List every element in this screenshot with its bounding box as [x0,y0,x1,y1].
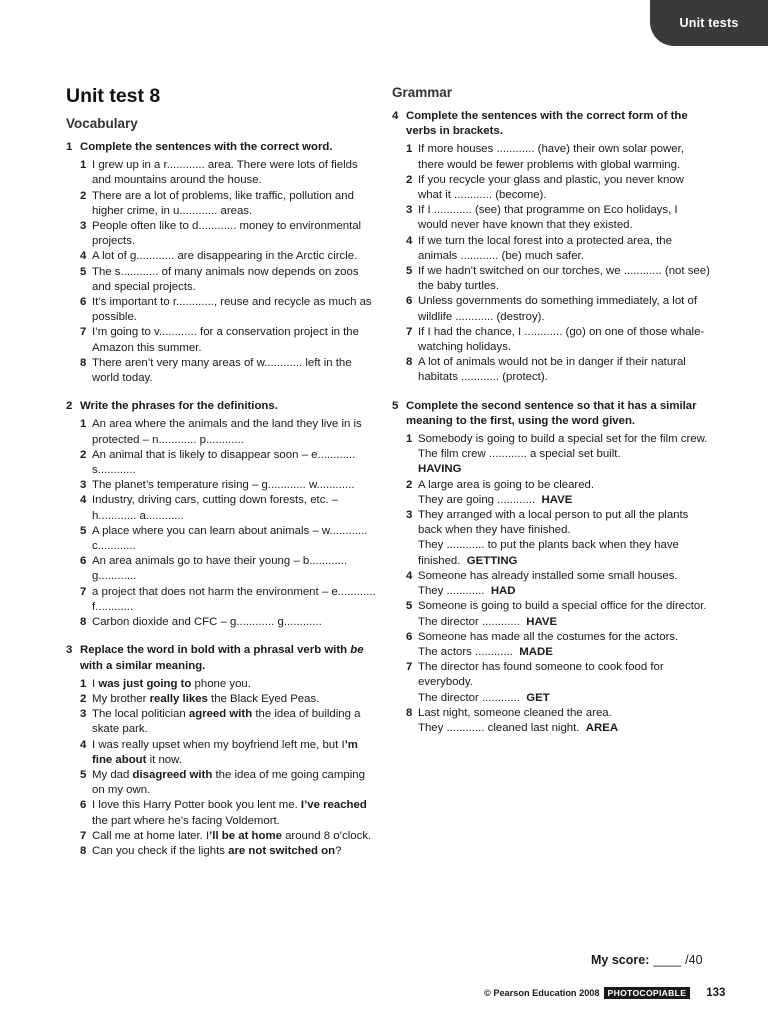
text-part: the idea of me going camping on my own. [92,768,365,797]
exercise-number: 3 [66,644,73,657]
list-item [80,844,378,859]
item-number: 6 [406,630,413,643]
list-item [80,677,378,692]
list-item [80,295,378,325]
item-number: 8 [80,844,87,857]
list-item [406,142,710,172]
list-item [80,325,378,355]
item-text [418,706,710,736]
exercise-4-items [392,142,710,385]
exercise-5-instruction [392,399,710,429]
exercise-number: 1 [66,141,73,153]
bold-phrase: ’ll be at home [209,829,282,842]
instruction-part: with a similar meaning. [80,659,206,672]
list-item [406,630,710,660]
item-number: 7 [80,585,87,598]
exercise-5 [392,399,710,736]
bold-phrase: agreed with [188,708,253,721]
page-footer [484,987,740,999]
list-item [80,219,378,249]
item-number: 2 [406,478,413,491]
list-item [406,508,710,569]
item-text: I grew up in a r............ area. There were lots of fields and mountains around the house. [92,159,358,187]
exercise-4 [392,109,710,386]
item-text: A lot of animals would not be in danger if their natural habitats ............ (protect). [418,356,686,384]
item-number: 8 [406,706,413,719]
item-number: 1 [80,677,87,690]
exercise-number: 2 [66,400,73,413]
key-word: GETTING [466,554,518,567]
item-number: 7 [80,326,87,339]
item-number: 4 [80,738,87,751]
item-number: 7 [406,325,413,338]
item-number: 1 [406,433,413,446]
list-item [406,432,710,478]
item-text: An area where the animals and the land they live in is protected – n............ p............ [92,418,362,446]
list-item [80,585,378,615]
text-part: around 8 o’clock. [281,829,372,842]
item-number: 7 [80,829,87,842]
exercise-1 [66,140,378,386]
item-text: There aren’t very many areas of w............ left in the world today. [92,356,352,385]
list-item [80,768,378,798]
item-text: If we hadn’t switched on our torches, we ............ (not see) the baby turtles. [418,265,710,293]
key-word: GET [526,691,550,704]
item-number: 4 [406,234,413,247]
text-part: I was really upset when my boyfriend left me, but I [92,738,345,751]
original-sentence: They arranged with a local person to put all the plants back when they have finished. [418,509,689,537]
text-part: My brother [92,692,150,705]
item-text [92,829,378,844]
unit-tests-tab: Unit tests [650,0,768,46]
list-item [80,189,378,219]
list-item [80,615,378,630]
item-number: 1 [80,418,87,431]
list-item [406,203,710,233]
exercise-5-items [392,432,710,736]
list-item [406,599,710,629]
item-number: 5 [406,265,413,278]
rewrite-line [418,691,710,706]
list-item [406,478,710,508]
list-item [80,417,378,447]
text-part: the Black Eyed Peas. [207,692,320,705]
item-text: An area animals go to have their young – b............ g............ [92,555,348,583]
exercise-number: 4 [392,110,399,122]
bold-phrase: was just going to [98,677,192,690]
page-number: 133 [706,987,726,999]
item-number: 1 [80,159,87,172]
item-text: Unless governments do something immediately, a lot of wildlife ............ (destroy). [418,295,697,323]
item-text [92,677,378,692]
rewrite-sentence: The film crew ............ a special set built. [418,448,621,461]
list-item [80,249,378,264]
list-item [406,173,710,203]
list-item [406,355,710,385]
item-text: I’m going to v............ for a conservation project in the Amazon this summer. [92,326,359,354]
item-number: 3 [406,509,413,522]
list-item [406,325,710,355]
list-item [80,356,378,386]
item-number: 5 [406,600,413,613]
text-part: My dad [92,768,133,781]
rewrite-line [418,645,710,660]
key-word: AREA [585,721,619,734]
list-item [80,738,378,768]
text-part: the idea of building a skate park. [92,708,361,736]
item-text [418,660,710,706]
item-number: 6 [80,799,87,812]
instruction-text: Write the phrases for the definitions. [80,400,278,413]
right-column [392,85,710,749]
item-number: 8 [80,356,87,369]
item-text [92,738,378,768]
list-item [406,264,710,294]
item-number: 6 [406,295,413,308]
item-text [92,844,378,859]
instruction-text: Complete the second sentence so that it has a similar meaning to the first, using the word given. [406,399,697,427]
item-text [418,599,710,629]
text-part: I [92,677,99,690]
bold-phrase: ’m fine about [92,738,358,766]
list-item [80,798,378,828]
list-item [80,524,378,554]
instruction-text: Complete the sentences with the correct form of the verbs in brackets. [406,110,688,138]
item-number: 5 [80,265,87,278]
item-text: People often like to d............ money to environmental projects. [92,220,362,248]
item-number: 7 [406,661,413,674]
item-number: 2 [406,173,413,186]
rewrite-sentence: The actors ............ [418,645,513,658]
instruction-part: Replace the word in bold with a phrasal verb with [80,644,351,657]
item-text [92,768,378,798]
item-number: 4 [80,494,87,507]
key-word: HAVE [541,493,573,506]
item-text: If you recycle your glass and plastic, you never know what it ............ (become). [418,173,684,202]
text-part: Call me at home later. I [92,829,210,842]
item-text: There are a lot of problems, like traffic, pollution and higher crime, in u............ areas. [92,189,354,217]
exercise-1-instruction [66,140,378,155]
item-number: 3 [80,220,87,233]
text-part: it now. [146,753,182,766]
exercise-3 [66,643,378,859]
item-text: Carbon dioxide and CFC – g............ g............ [92,616,322,629]
exercise-3-instruction [66,643,378,673]
original-sentence: Someone has made all the costumes for the actors. [418,630,679,643]
my-score [591,953,703,967]
key-word: HAVE [526,615,558,628]
item-text [92,707,378,737]
item-text: a project that does not harm the environment – e............ f............ [92,585,376,613]
rewrite-sentence: They ............ to put the plants back when they have finished. [418,539,679,567]
original-sentence: A large area is going to be cleared. [418,478,595,491]
instruction-text [80,643,378,673]
exercise-2-items [66,417,378,630]
exercise-4-instruction [392,109,710,139]
left-column [66,116,378,872]
text-part: the part where he’s facing Voldemort. [92,814,280,827]
list-item [80,478,378,493]
page-title: Unit test 8 [66,85,161,107]
list-item [406,660,710,706]
item-text: An animal that is likely to disappear soon – e............ s............ [92,448,356,477]
item-text [418,569,710,599]
list-item [80,554,378,584]
bold-phrase: are not switched on [228,844,336,857]
rewrite-sentence: The director ............ [418,615,520,628]
rewrite-sentence: They are going ............ [418,493,536,506]
item-text [418,432,710,478]
exercise-1-items [66,158,378,386]
rewrite-sentence: They ............ [418,585,485,598]
score-blank: ____ [653,953,682,967]
grammar-heading: Grammar [392,85,453,100]
list-item [406,294,710,324]
item-text: If I had the chance, I ............ (go) on one of those whale-watching holidays. [418,325,705,354]
rewrite-line [418,493,710,508]
text-part: I love this Harry Potter book you lent me. [92,799,301,812]
copyright: © Pearson Education 2008 [484,988,600,998]
item-text: It’s important to r............, reuse and recycle as much as possible. [92,296,372,324]
list-item [80,265,378,295]
item-number: 2 [80,692,87,705]
rewrite-sentence: They ............ cleaned last night. [418,721,580,734]
item-number: 4 [80,250,87,263]
original-sentence: The director has found someone to cook food for everybody. [418,661,664,689]
key-word: MADE [519,645,553,658]
original-sentence: Somebody is going to build a special set for the film crew. [418,433,708,446]
item-text: The s............ of many animals now depends on zoos and special projects. [92,265,359,293]
exercise-2 [66,399,378,630]
instruction-emphasis: be [350,644,364,657]
item-text: The planet’s temperature rising – g............ w............ [92,479,355,492]
rewrite-sentence: The director ............ [418,691,520,704]
item-number: 4 [406,569,413,582]
item-number: 3 [80,708,87,721]
bold-phrase: disagreed with [132,768,213,781]
text-part: Can you check if the lights [92,844,229,857]
original-sentence: Someone is going to build a special office for the director. [418,600,707,613]
item-number: 6 [80,296,87,309]
item-number: 5 [80,768,87,781]
item-number: 2 [80,189,87,202]
item-text: A place where you can learn about animals – w............ c............ [92,524,368,553]
list-item [80,692,378,707]
rewrite-line [418,721,710,736]
item-text: If we turn the local forest into a protected area, the animals ............ (be) much safer. [418,234,672,262]
bold-phrase: really likes [149,692,208,705]
item-number: 5 [80,524,87,537]
item-number: 8 [406,356,413,369]
key-word: HAVING [418,463,462,476]
original-sentence: Last night, someone cleaned the area. [418,706,612,719]
rewrite-line [418,538,710,568]
item-text: A lot of g............ are disappearing in the Arctic circle. [92,250,358,263]
item-number: 2 [80,448,87,461]
list-item [80,448,378,478]
list-item [80,707,378,737]
key-word: HAD [490,585,516,598]
photocopiable-badge: PHOTOCOPIABLE [604,987,691,999]
item-number: 3 [406,204,413,217]
exercise-3-items [66,677,378,859]
list-item [80,158,378,188]
text-part: phone you. [191,677,251,690]
item-text: Industry, driving cars, cutting down forests, etc. – h............ a............ [92,494,339,522]
item-text [92,692,378,707]
item-number: 1 [406,143,413,156]
list-item [80,493,378,523]
item-text [418,630,710,660]
item-number: 8 [80,616,87,629]
item-text [418,478,710,508]
text-part: The local politician [92,708,189,721]
instruction-text: Complete the sentences with the correct word. [80,141,333,153]
item-text [92,798,378,828]
list-item [406,234,710,264]
item-text: If I ............ (see) that programme on Eco holidays, I would never have known that they existed. [418,204,678,232]
list-item [406,706,710,736]
item-number: 3 [80,479,87,492]
exercise-2-instruction [66,399,378,414]
rewrite-line [418,615,710,630]
item-text [418,508,710,569]
list-item [80,829,378,844]
exercise-number: 5 [392,399,399,412]
rewrite-line [418,584,710,599]
score-total: /40 [685,953,703,967]
score-label: My score: [591,953,650,967]
vocabulary-heading: Vocabulary [66,116,138,131]
list-item [406,569,710,599]
item-number: 6 [80,555,87,568]
item-text: If more houses ............ (have) their own solar power, there would be fewer problems with global warming. [418,143,684,171]
original-sentence: Someone has already installed some small houses. [418,569,678,582]
bold-phrase: I’ve reached [300,799,367,812]
text-part: ? [335,844,342,857]
